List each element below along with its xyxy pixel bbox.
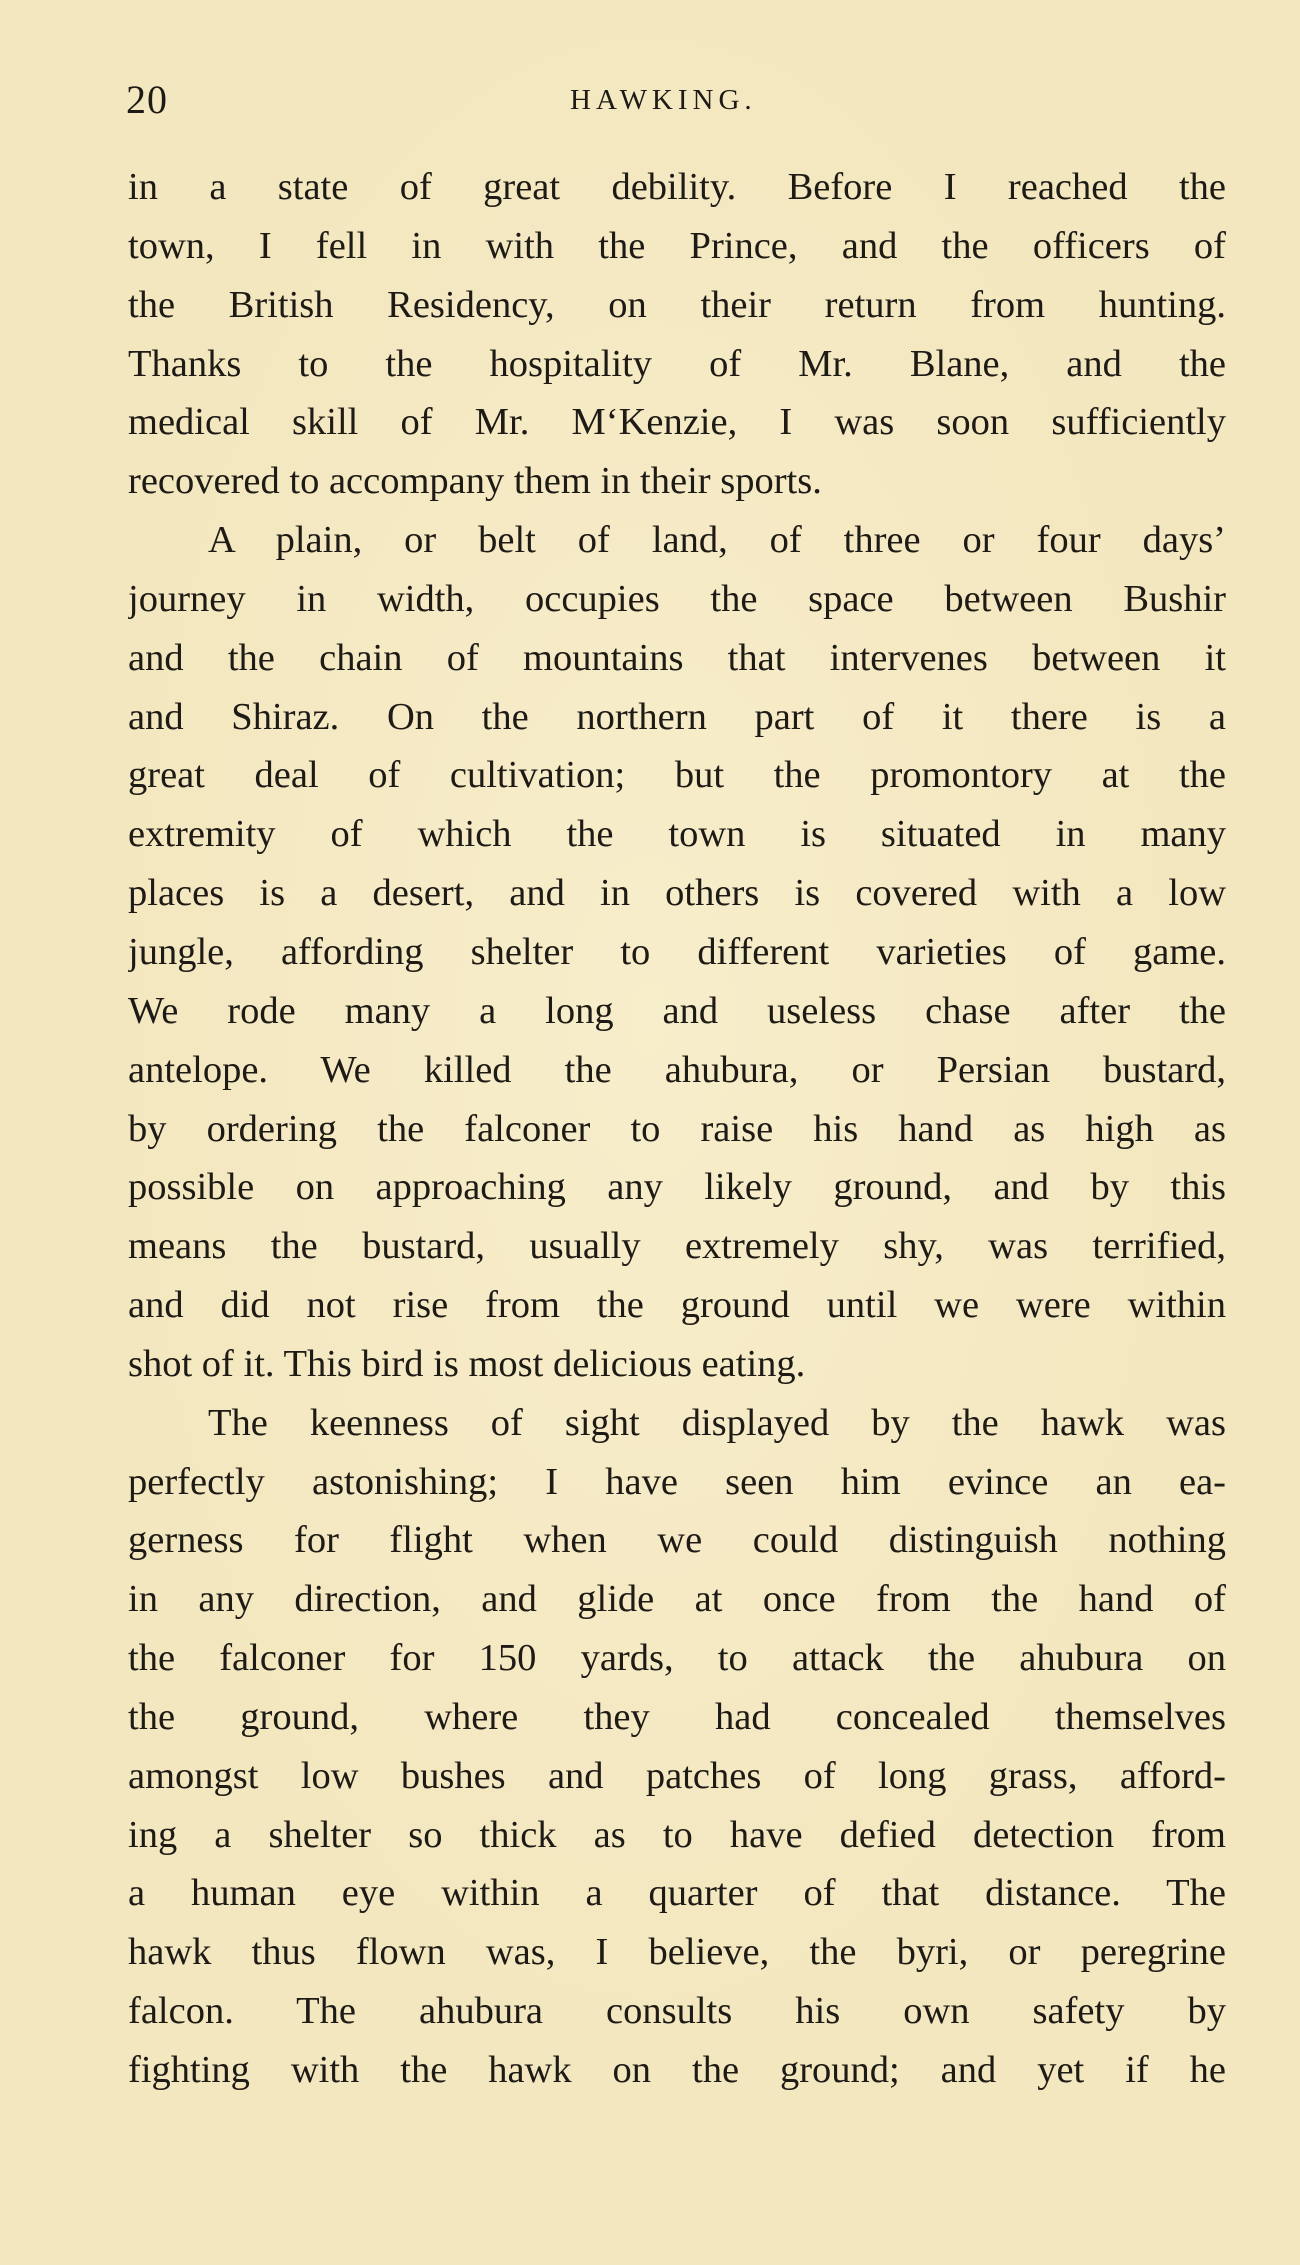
text-line: a human eye within a quarter of that distance. The	[128, 1872, 1226, 1915]
text-line: jungle, affording shelter to different varieties of game.	[128, 930, 1226, 973]
text-line: gerness for flight when we could distinguish nothing	[128, 1519, 1226, 1562]
text-line: We rode many a long and useless chase after the	[128, 989, 1226, 1032]
text-line: fighting with the hawk on the ground; and yet if he	[128, 2049, 1226, 2091]
text-line: Thanks to the hospitality of Mr. Blane, and the	[128, 342, 1226, 385]
text-line: perfectly astonishing; I have seen him evince an ea-	[128, 1460, 1226, 1503]
text-line: the British Residency, on their return from hunting.	[128, 283, 1226, 326]
text-line: recovered to accompany them in their sports.	[128, 460, 822, 503]
text-line: antelope. We killed the ahubura, or Persian bustard,	[128, 1048, 1226, 1091]
text-line: falcon. The ahubura consults his own safety by	[128, 1990, 1226, 2033]
text-line: journey in width, occupies the space between Bushir	[128, 577, 1226, 620]
text-line: possible on approaching any likely ground, and by this	[128, 1166, 1226, 1209]
text-line: by ordering the falconer to raise his hand as high as	[128, 1107, 1226, 1150]
text-line: and did not rise from the ground until we were within	[128, 1284, 1226, 1327]
page-header	[126, 68, 1212, 128]
text-line: in any direction, and glide at once from the hand of	[128, 1578, 1226, 1621]
text-line: The keenness of sight displayed by the hawk was	[208, 1401, 1226, 1444]
text-line: medical skill of Mr. M‘Kenzie, I was soon sufficiently	[128, 401, 1226, 444]
text-line: town, I fell in with the Prince, and the officers of	[128, 224, 1226, 267]
text-line: shot of it. This bird is most delicious eating.	[128, 1342, 806, 1385]
text-line: amongst low bushes and patches of long grass, afford-	[128, 1754, 1226, 1797]
running-head: HAWKING.	[570, 84, 757, 116]
text-line: great deal of cultivation; but the promontory at the	[128, 754, 1226, 797]
text-line: in a state of great debility. Before I reached the	[128, 166, 1226, 208]
text-line: the falconer for 150 yards, to attack the ahubura on	[128, 1637, 1226, 1680]
text-line: means the bustard, usually extremely shy, was terrified,	[128, 1225, 1226, 1268]
text-line: hawk thus flown was, I believe, the byri, or peregrine	[128, 1931, 1226, 1974]
body-text	[128, 158, 1226, 2100]
text-line: extremity of which the town is situated in many	[128, 813, 1226, 856]
page-number: 20	[126, 77, 168, 122]
text-line: the ground, where they had concealed themselves	[128, 1695, 1226, 1738]
text-line: and Shiraz. On the northern part of it there is a	[128, 695, 1226, 738]
text-line: and the chain of mountains that intervenes between it	[128, 636, 1226, 679]
text-line: places is a desert, and in others is covered with a low	[128, 872, 1226, 915]
text-line: ing a shelter so thick as to have defied detection from	[128, 1813, 1226, 1856]
text-line: A plain, or belt of land, of three or four days’	[208, 519, 1226, 562]
